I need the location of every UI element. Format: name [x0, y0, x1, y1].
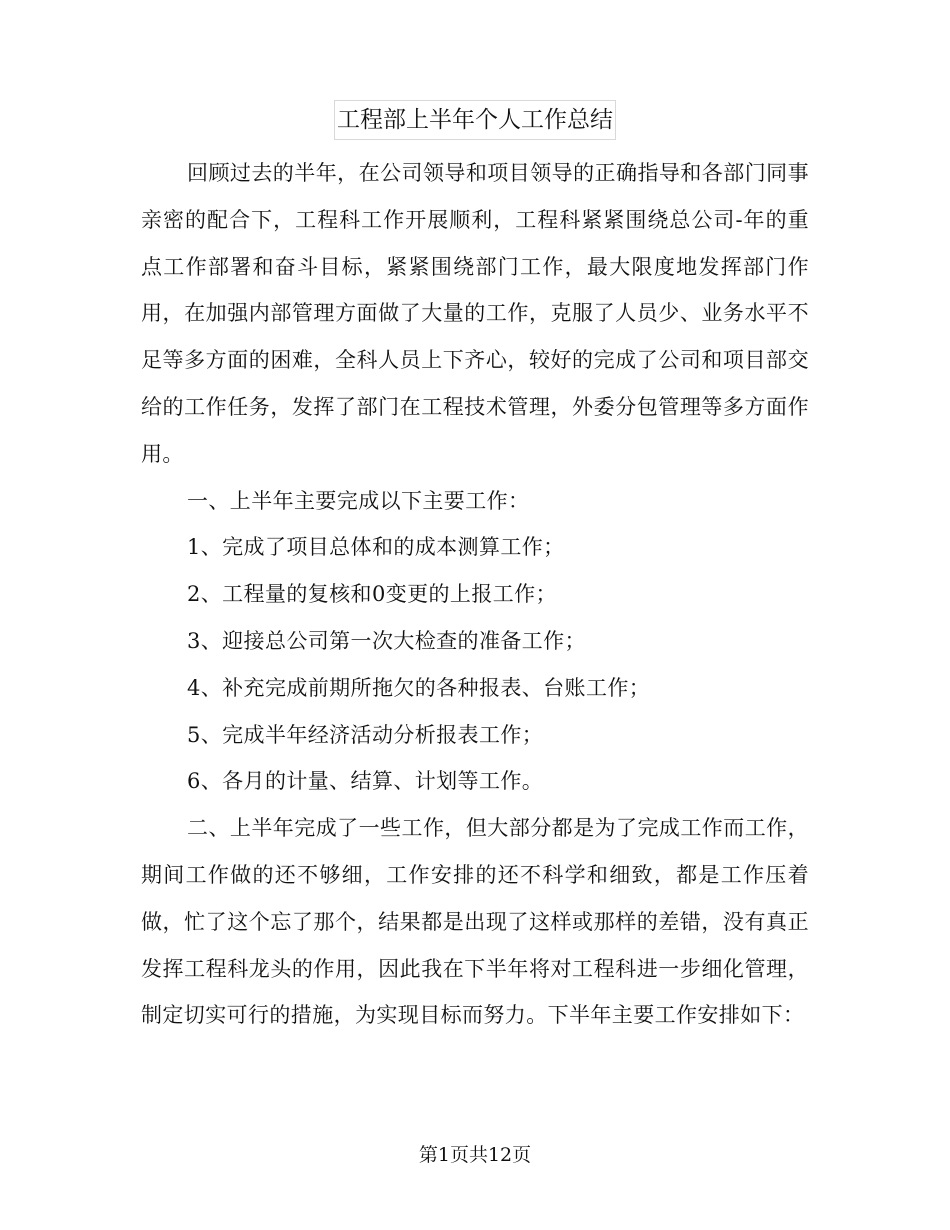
document-title — [0, 100, 950, 140]
title-text: 工程部上半年个人工作总结 — [334, 100, 616, 140]
list-item-6: 6、各月的计量、结算、计划等工作。 — [187, 769, 544, 794]
page-number-footer: 第1页共12页 — [418, 1144, 532, 1166]
list-item-2: 2、工程量的复核和0变更的上报工作； — [187, 582, 557, 607]
list-item-5: 5、完成半年经济活动分析报表工作； — [187, 722, 544, 747]
list-item-3: 3、迎接总公司第一次大检查的准备工作； — [187, 628, 586, 653]
section-paragraph-2: 二、上半年完成了一些工作，但大部分都是为了完成工作而工作，期间工作做的还不够细，工作安排的还不科学和细致，都是工作压着做，忙了这个忘了那个，结果都是出现了这样或那样的差错，没有真正发挥工程科龙头的作用，因此我在下半年将对工程科进一步细化管理，制定切实可行的措施，为实现目标而努力。下半年主要工作安排如下： — [141, 816, 809, 1028]
intro-paragraph: 回顾过去的半年，在公司领导和项目领导的正确指导和各部门同事亲密的配合下，工程科工作开展顺利，工程科紧紧围绕总公司-年的重点工作部署和奋斗目标，紧紧围绕部门工作，最大限度地发挥部门作用，在加强内部管理方面做了大量的工作，克服了人员少、业务水平不足等多方面的困难，全科人员上下齐心，较好的完成了公司和项目部交给的工作任务，发挥了部门在工程技术管理，外委分包管理等多方面作用。 — [141, 161, 809, 466]
section-heading-1: 一、上半年主要完成以下主要工作： — [187, 488, 530, 513]
document-body — [141, 150, 809, 1039]
list-item-1: 1、完成了项目总体和的成本测算工作； — [187, 535, 565, 560]
list-item-4: 4、补充完成前期所拖欠的各种报表、台账工作； — [187, 675, 651, 700]
